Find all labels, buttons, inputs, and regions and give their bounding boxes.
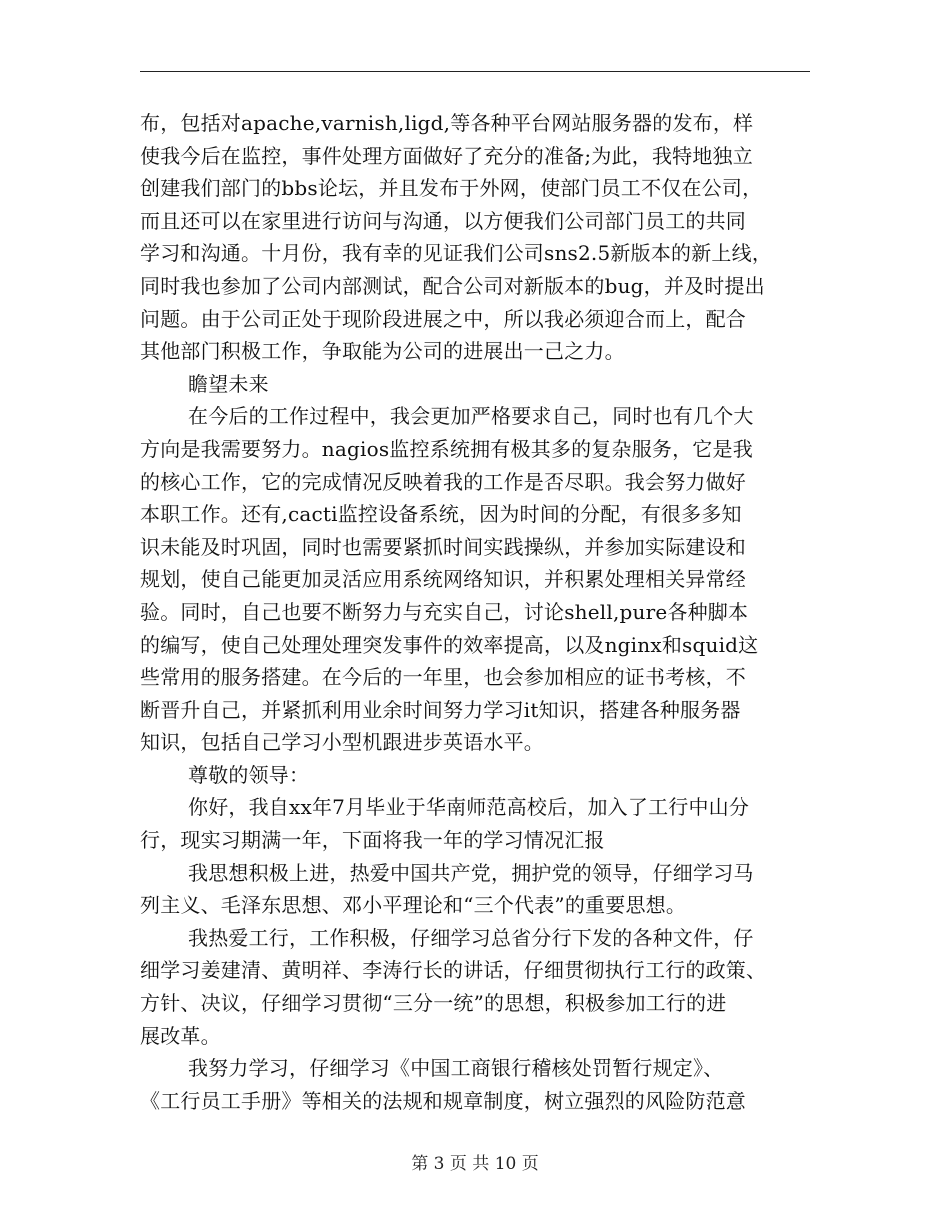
text-line: 而且还可以在家里进行访问与沟通，以方便我们公司部门员工的共同 [140,208,746,233]
body-text [140,107,820,1117]
text-line: 你好，我自xx年7月毕业于华南师范高校后，加入了工行中山分 [188,795,750,820]
text-line: 方向是我需要努力。nagios监控系统拥有极其多的复杂服务，它是我 [140,436,753,461]
text-line: 在今后的工作过程中，我会更加严格要求自己，同时也有几个大 [188,404,754,429]
text-line: 瞻望未来 [188,371,269,396]
text-line: 些常用的服务搭建。在今后的一年里，也会参加相应的证书考核，不 [140,665,746,690]
text-line: 断晋升自己，并紧抓利用业余时间努力学习it知识，搭建各种服务器 [140,697,741,722]
text-line: 细学习姜建清、黄明祥、李涛行长的讲话，仔细贯彻执行工行的政策、 [140,958,767,983]
text-line: 规划，使自己能更加灵活应用系统网络知识，并积累处理相关异常经 [140,567,746,592]
text-line: 知识，包括自己学习小型机跟进步英语水平。 [140,730,544,755]
text-line: 尊敬的领导： [188,762,310,787]
text-line: 展改革。 [140,1023,221,1048]
header-rule [140,71,810,72]
text-line: 本职工作。还有,cacti监控设备系统，因为时间的分配，有很多多知 [140,502,742,527]
text-line: 方针、决议，仔细学习贯彻“三分一统”的思想，积极参加工行的进 [140,991,727,1016]
text-line: 其他部门积极工作，争取能为公司的进展出一己之力。 [140,339,625,364]
text-line: 识未能及时巩固，同时也需要紧抓时间实践操纵，并参加实际建设和 [140,534,746,559]
text-line: 列主义、毛泽东思想、邓小平理论和“三个代表”的重要思想。 [140,893,687,918]
text-line: 布，包括对apache,varnish,ligd,等各种平台网站服务器的发布，样 [140,111,754,135]
text-line: 的编写，使自己处理处理突发事件的效率提高，以及nginx和squid这 [140,632,759,657]
text-line: 我热爱工行，工作积极，仔细学习总省分行下发的各种文件，仔 [188,925,754,950]
page-footer: 第 3 页 共 10 页 [411,1154,539,1174]
text-line: 我努力学习，仔细学习《中国工商银行稽核处罚暂行规定》、 [188,1056,724,1081]
text-line: 问题。由于公司正处于现阶段进展之中，所以我必须迎合而上，配合 [140,306,746,331]
text-line: 验。同时，自己也要不断努力与充实自己，讨论shell,pure各种脚本 [140,599,749,624]
text-line: 学习和沟通。十月份，我有幸的见证我们公司sns2.5新版本的新上线， [140,241,773,266]
text-line: 我思想积极上进，热爱中国共产党，拥护党的领导，仔细学习马 [188,860,754,885]
text-line: 同时我也参加了公司内部测试，配合公司对新版本的bug，并及时提出 [140,273,765,298]
text-line: 的核心工作，它的完成情况反映着我的工作是否尽职。我会努力做好 [140,469,746,494]
text-line: 《工行员工手册》等相关的法规和规章制度，树立强烈的风险防范意 [140,1088,746,1113]
text-line: 行，现实习期满一年，下面将我一年的学习情况汇报 [140,828,605,853]
text-line: 使我今后在监控，事件处理方面做好了充分的准备;为此，我特地独立 [140,143,753,168]
text-line: 创建我们部门的bbs论坛，并且发布于外网，使部门员工不仅在公司， [140,176,763,201]
